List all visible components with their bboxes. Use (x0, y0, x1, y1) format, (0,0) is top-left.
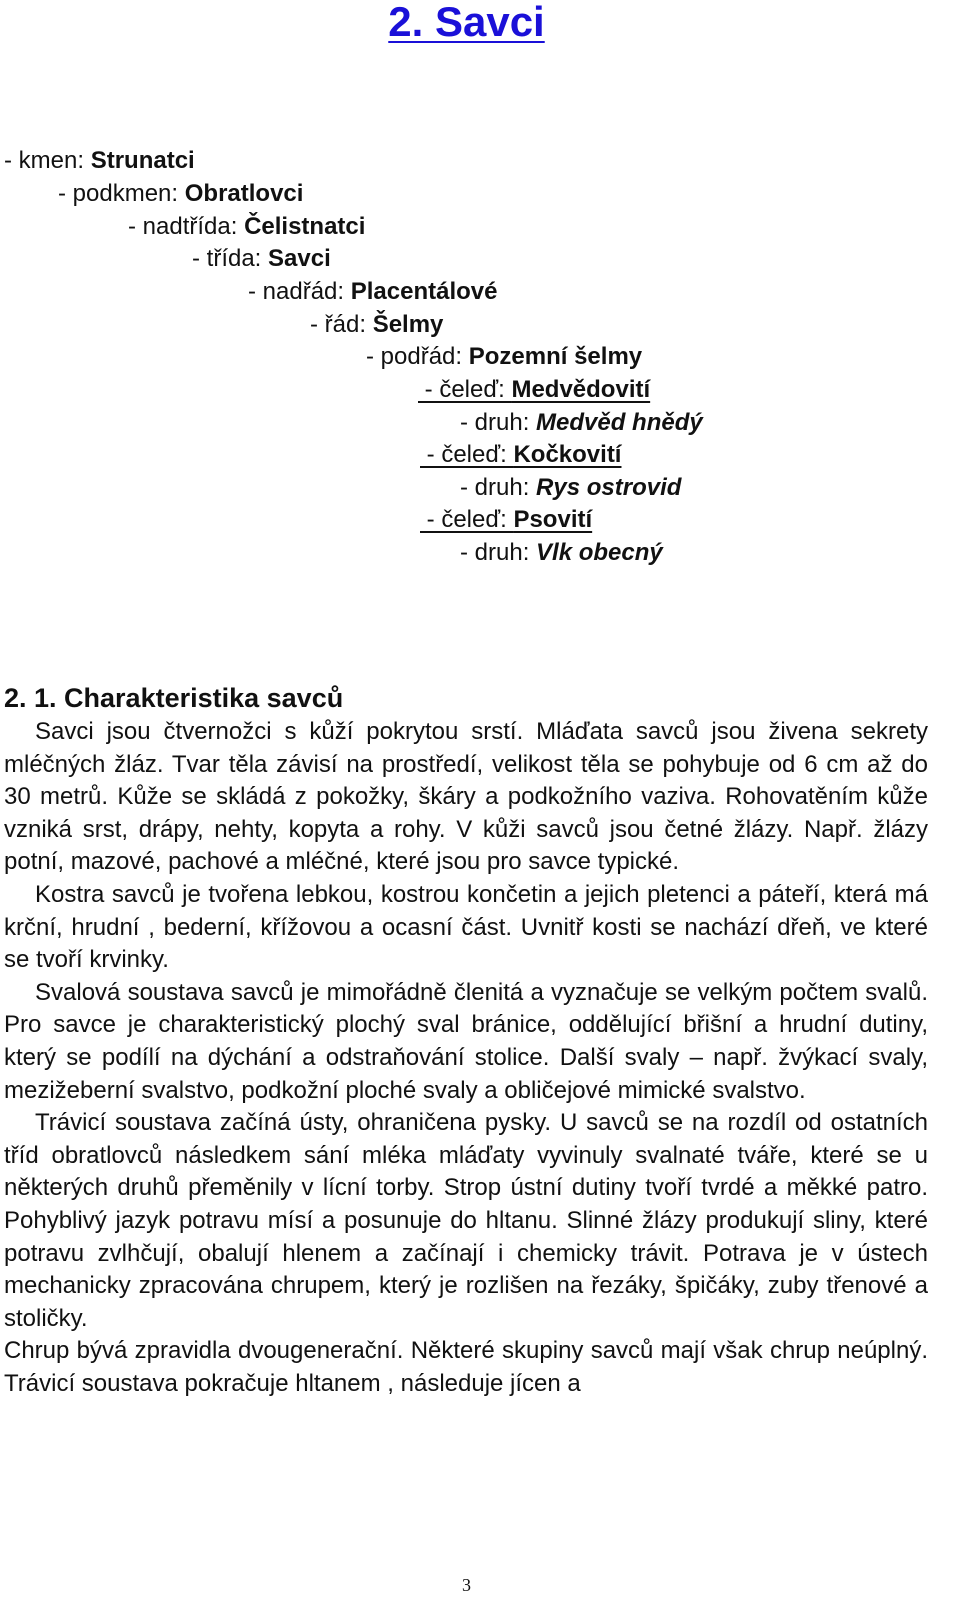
paragraph-teeth: Chrup bývá zpravidla dvougenerační. Některé skupiny savců mají však chrup neúplný. Trávicí soustava pokračuje hltanem , následuje jícen a (4, 1337, 928, 1397)
taxonomy-celed-kockoviti (420, 438, 621, 471)
taxonomy-value: Vlk obecný (536, 539, 663, 566)
taxonomy-label: - podkmen: (58, 180, 185, 207)
taxonomy-nadtrida (128, 210, 365, 243)
page-title (0, 0, 933, 52)
taxonomy-value: Rys ostrovid (536, 474, 682, 501)
taxonomy-value: Savci (268, 245, 331, 272)
taxonomy-value: Kočkovití (513, 441, 622, 468)
taxonomy-druh-vlk (460, 536, 663, 569)
taxonomy-label: - řád: (310, 311, 373, 338)
taxonomy-label: - podřád: (366, 343, 469, 370)
page-title-link[interactable]: 2. Savci (388, 0, 545, 45)
taxonomy-value: Pozemní šelmy (468, 343, 643, 370)
taxonomy-kmen (4, 144, 195, 177)
taxonomy-label: - kmen: (4, 147, 91, 174)
paragraph-digestion: Trávicí soustava začíná ústy, ohraničena pysky. U savců se na rozdíl od ostatních tříd obratlovců následkem sání mléka mláďaty vyvinuly svalnaté tváře, které se u některých druhů přeměnily v lícní torby. Strop ústní dutiny tvoří tvrdé a měkké patro. Pohyblivý jazyk potravu mísí a posunuje do hltanu. Slinné žlázy produkují sliny, které potravu zvlhčují, obalují hlenem a začínají i chemicky trávit. Potrava je v ústech mechanicky zpracována chrupem, který je rozlišen na řezáky, špičáky, zuby třenové a stoličky. (4, 1109, 928, 1332)
paragraph-muscles: Svalová soustava savců je mimořádně členitá a vyznačuje se velkým počtem svalů. Pro savce je charakteristický plochý sval bránice, oddělující břišní a hrudní dutiny, který se podílí na dýchání a odstraňování stolice. Další svaly – např. žvýkací svaly, mezižeberní svalstvo, podkožní ploché svaly a obličejové mimické svalstvo. (4, 978, 928, 1104)
taxonomy-value: Placentálové (350, 278, 498, 305)
taxonomy-label: - čeleď: (420, 506, 514, 533)
taxonomy-druh-rys (460, 471, 681, 504)
taxonomy-value: Medvěd hnědý (536, 409, 703, 436)
section-heading: 2. 1. Charakteristika savců (4, 683, 344, 713)
taxonomy-value: Šelmy (372, 311, 444, 338)
taxonomy-label: - čeleď: (420, 441, 514, 468)
taxonomy-celed-psoviti (420, 503, 592, 536)
taxonomy-podkmen (58, 177, 303, 210)
taxonomy-podrad (366, 340, 642, 373)
paragraph-skin: Savci jsou čtvernožci s kůží pokrytou srstí. Mláďata savců jsou živena sekrety mléčných žláz. Tvar těla závisí na prostředí, velikost těla se pohybuje od 6 cm až do 30 metrů. Kůže se skládá z pokožky, škáry a podkožního vaziva. Rohovatěním kůže vzniká srst, drápy, nehty, kopyta a rohy. V kůži savců jsou četné žlázy. Např. žlázy potní, mazové, pachové a mléčné, které jsou pro savce typické. (4, 718, 928, 876)
taxonomy-label: - nadtřída: (128, 213, 245, 240)
paragraph-skeleton: Kostra savců je tvořena lebkou, kostrou končetin a jejich pletenci a páteří, která má krční, hrudní , bederní, křížovou a ocasní část. Uvnitř kosti se nachází dřeň, ve které se tvoří krvinky. (4, 880, 928, 974)
taxonomy-label: - druh: (460, 539, 537, 566)
taxonomy-nadrad (248, 275, 497, 308)
taxonomy-label: - čeleď: (418, 376, 512, 403)
taxonomy-value: Čelistnatci (244, 213, 366, 240)
taxonomy-label: - druh: (460, 409, 537, 436)
taxonomy-value: Obratlovci (184, 180, 304, 207)
page-number: 3 (462, 1575, 471, 1595)
taxonomy-value: Medvědovití (511, 376, 651, 403)
taxonomy-druh-medved (460, 406, 703, 439)
taxonomy-value: Strunatci (90, 147, 195, 174)
taxonomy-value: Psovití (513, 506, 593, 533)
section-body (4, 716, 928, 1400)
taxonomy-label: - nadřád: (248, 278, 351, 305)
taxonomy-celed-medvedoviti (418, 373, 650, 406)
taxonomy-trida (192, 242, 331, 275)
taxonomy-label: - třída: (192, 245, 269, 272)
taxonomy-rad (310, 308, 443, 341)
taxonomy-label: - druh: (460, 474, 537, 501)
